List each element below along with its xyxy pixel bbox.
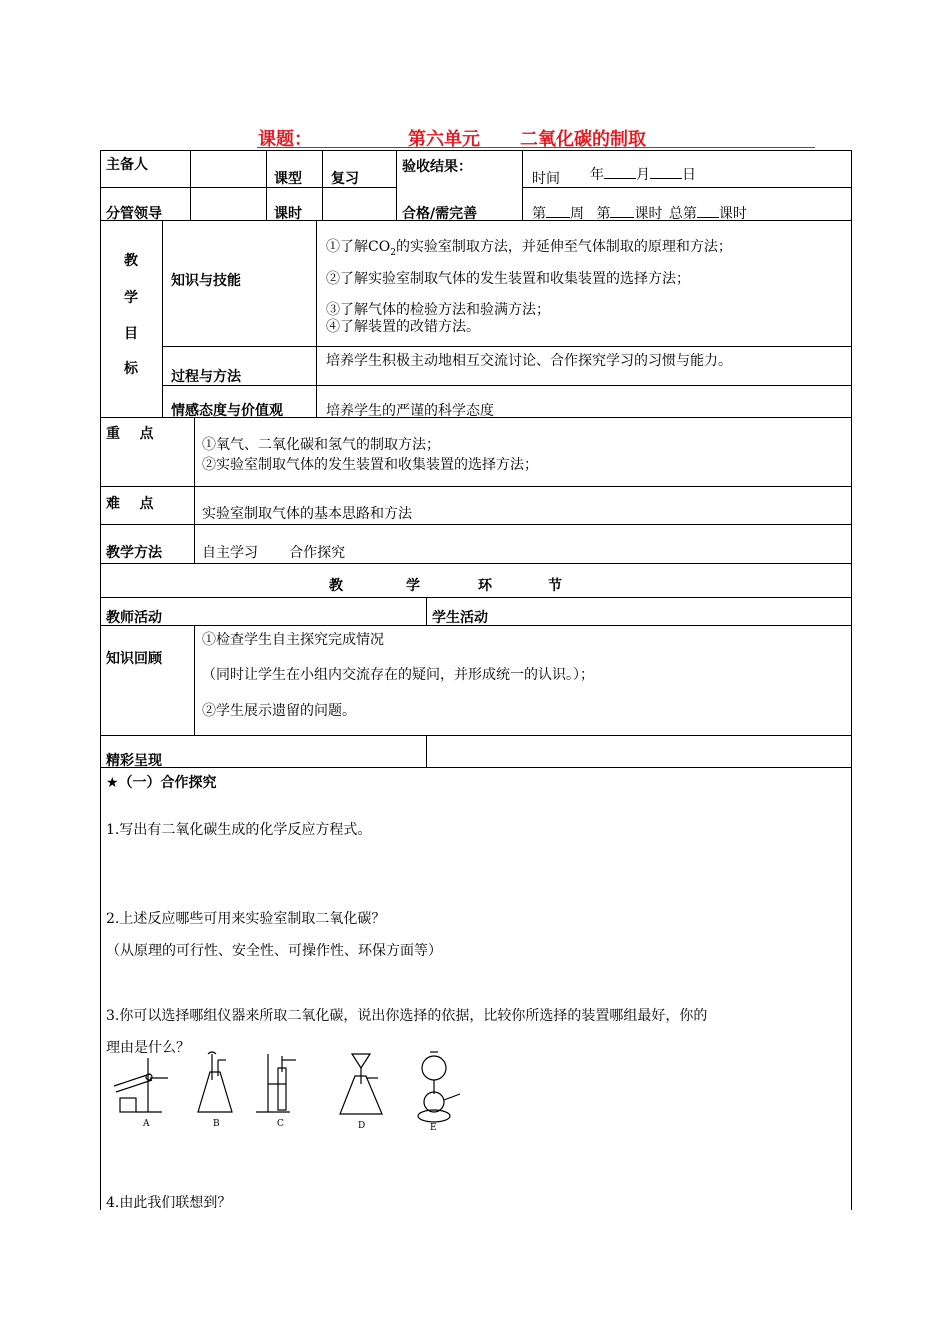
attitude-text: 培养学生的严谨的科学态度	[326, 403, 494, 419]
question-3-line-1: 3.你可以选择哪组仪器来所取二氧化碳，说出你选择的依据，比较你所选择的装置哪组最好，你的	[106, 1008, 708, 1024]
difficult-points-text: 实验室制取气体的基本思路和方法	[202, 506, 412, 522]
date-day: 日	[682, 167, 696, 183]
question-3-line-2: 理由是什么？	[106, 1040, 190, 1056]
student-activity-label: 学生活动	[432, 610, 488, 626]
process-text: 培养学生积极主动地相互交流讨论、合作探究学习的习惯与能力。	[326, 353, 732, 369]
knowledge-item-2: ②了解实验室制取气体的发生装置和收集装置的选择方法；	[326, 271, 690, 287]
date-year: 年	[590, 167, 604, 183]
difficult-points-label: 难 点	[106, 496, 154, 512]
knowledge-item-3: ③了解气体的检验方法和验满方法；	[326, 302, 550, 318]
question-2: 2.上述反应哪些可用来实验室制取二氧化碳？	[106, 911, 386, 927]
period-label: 课时	[274, 206, 302, 222]
teaching-method-label: 教学方法	[106, 545, 162, 561]
attitude-label: 情感态度与价值观	[171, 403, 283, 419]
teacher-activity-label: 教师活动	[106, 610, 162, 626]
knowledge-item-1: ①了解$CO_2$的实验室制取方法，并延伸至气体制取的原理和方法；	[326, 239, 732, 258]
key-point-1: ①氧气、二氧化碳和氢气的制取方法；	[202, 437, 440, 453]
section-title-1: 教	[329, 578, 343, 594]
question-4: 4.由此我们联想到？	[106, 1195, 232, 1211]
apparatus-b	[198, 1052, 232, 1112]
objectives-char-3: 目	[124, 326, 138, 342]
section-title-2: 学	[406, 578, 420, 594]
question-1: 1.写出有二氧化碳生成的化学反应方程式。	[106, 822, 372, 838]
date-month: 月	[636, 167, 650, 183]
objectives-char-1: 教	[124, 253, 138, 269]
apparatus-label-c: C	[277, 1119, 284, 1129]
objectives-char-2: 学	[124, 290, 138, 306]
apparatus-c	[256, 1054, 296, 1112]
highlight-label: 精彩呈现	[106, 753, 162, 769]
apparatus-label-e: E	[430, 1123, 437, 1133]
time-label: 时间	[532, 171, 560, 187]
review-label: 知识回顾	[106, 651, 162, 667]
acceptance-label: 验收结果：	[402, 159, 472, 175]
objectives-char-4: 标	[124, 361, 138, 377]
apparatus-label-b: B	[213, 1119, 220, 1129]
knowledge-label: 知识与技能	[171, 273, 241, 289]
title-topic: 二氧化碳的制取	[520, 129, 646, 150]
title-unit: 第六单元	[408, 129, 480, 150]
apparatus-label-d: D	[358, 1121, 366, 1131]
schedule-field: 第 周 第 课时 总第 课时	[532, 206, 747, 222]
process-label: 过程与方法	[171, 369, 241, 385]
teaching-method-text: 自主学习 合作探究	[202, 545, 346, 561]
supervisor-label: 分管领导	[106, 206, 162, 222]
apparatus-a	[114, 1058, 168, 1112]
section-title-3: 环	[478, 578, 492, 594]
key-point-2: ②实验室制取气体的发生装置和收集装置的选择方法；	[202, 457, 538, 473]
apparatus-figure	[110, 1050, 480, 1135]
apparatus-e	[418, 1052, 460, 1122]
lesson-type-value: 复习	[331, 171, 359, 187]
apparatus-label-a: A	[143, 1119, 150, 1129]
section-title-4: 节	[548, 578, 562, 594]
lesson-type-label: 课型	[274, 171, 302, 187]
question-2-note: （从原理的可行性、安全性、可操作性、环保方面等）	[106, 943, 442, 959]
knowledge-item-4: ④了解装置的改错方法。	[326, 319, 480, 335]
preparer-label: 主备人	[106, 157, 148, 173]
review-item-3: ②学生展示遗留的问题。	[202, 703, 356, 719]
apparatus-d	[340, 1054, 382, 1114]
review-item-1: ①检查学生自主探究完成情况	[202, 632, 384, 648]
title-prefix: 课题：	[258, 129, 312, 150]
co2-subscript: 2	[390, 247, 396, 258]
qualified-label: 合格/需完善	[402, 206, 478, 222]
key-points-label: 重 点	[106, 426, 154, 442]
cooperative-heading: ★（一）合作探究	[106, 775, 217, 791]
date-field	[590, 164, 696, 184]
review-item-2: （同时让学生在小组内交流存在的疑问，并形成统一的认识。）；	[202, 667, 594, 683]
